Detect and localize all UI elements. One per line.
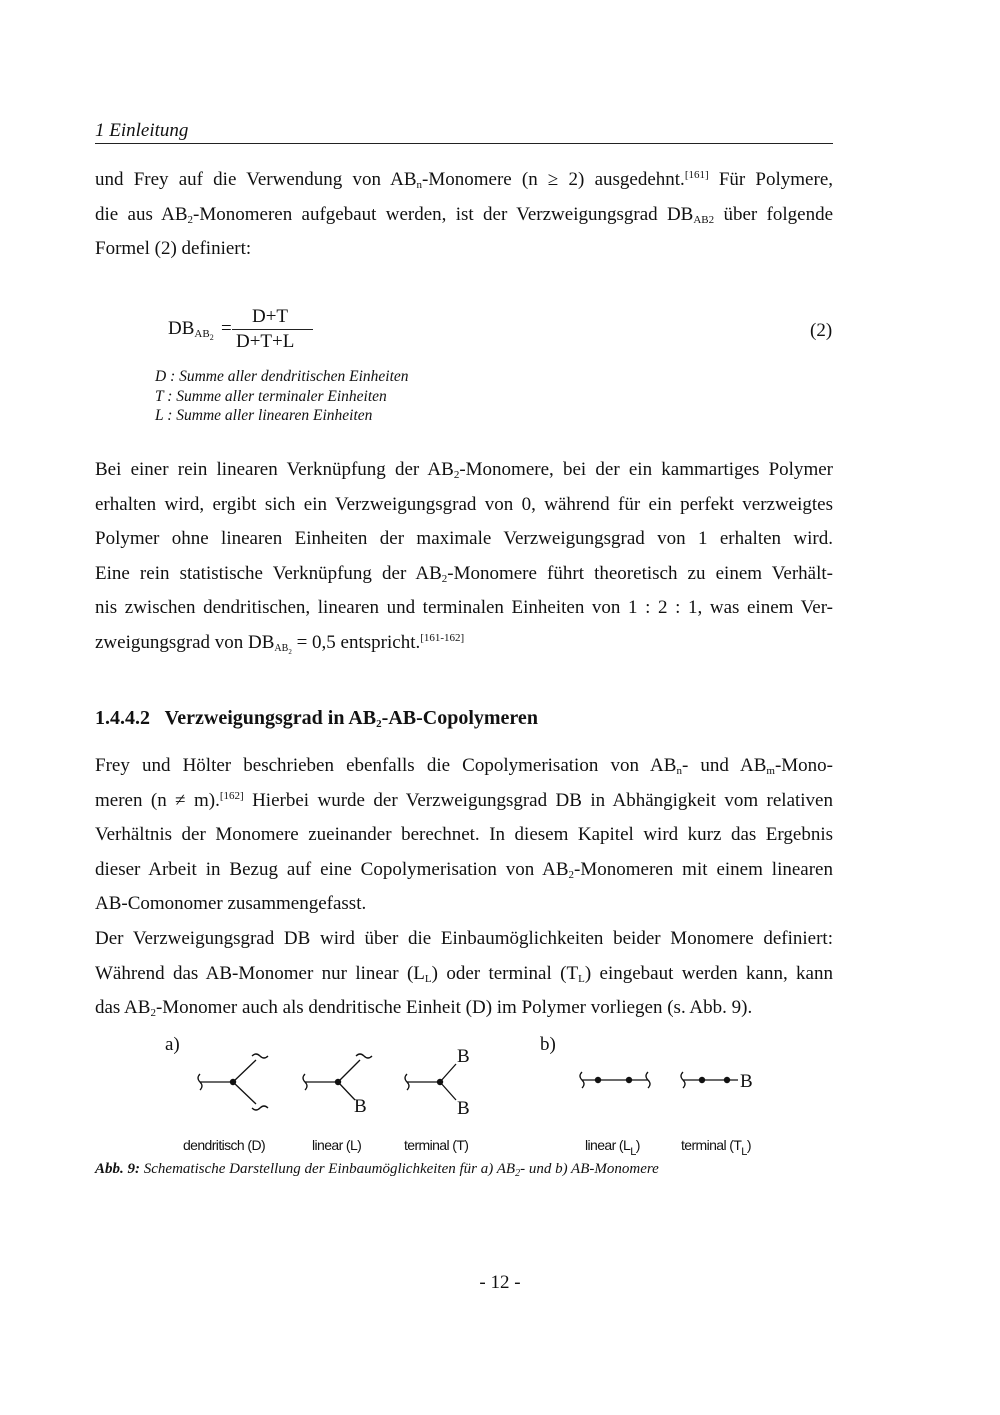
atom-label-b: B — [457, 1046, 470, 1067]
node-dot — [626, 1077, 632, 1083]
definitions-list — [155, 367, 409, 426]
node-dot — [724, 1077, 730, 1083]
definition-item: T : Summe aller terminaler Einheiten — [155, 387, 387, 405]
node-dot — [437, 1079, 443, 1085]
definition-item: D : Summe aller dendritischen Einheiten — [155, 368, 409, 385]
paragraph-intro — [95, 163, 833, 267]
node-dot — [699, 1077, 705, 1083]
label-terminal-l: terminal $(T_L)$ — [681, 1137, 751, 1158]
formula-denominator: D+T+L — [236, 331, 295, 352]
text-line: die aus $AB_2$-Monomeren aufgebaut werden, ist der Verzweigungsgrad $DB_{AB2}$ über folgende — [95, 203, 834, 226]
label-dendritic: dendritisch (D) — [183, 1137, 266, 1153]
fraction-bar — [232, 329, 313, 330]
text-line: meren (n ≠ m).[162] Hierbei wurde der Verzweigungsgrad DB in Abhängigkeit vom relativen — [95, 789, 833, 811]
paragraph-copolymer — [95, 749, 833, 922]
linear-unit-diagram — [303, 1054, 372, 1100]
terminal-unit-diagram — [405, 1064, 456, 1100]
ab-linear-unit-diagram — [580, 1072, 650, 1088]
atom-label-b: B — [457, 1098, 470, 1119]
text-line: zweigungsgrad von $DB_{AB_2} = 0,5$ entspricht.[161-162] — [95, 631, 465, 656]
equation-number: (2) — [810, 320, 833, 341]
text-line: und Frey auf die Verwendung von $AB_n$-Monomere (n ≥ 2) ausgedehnt.[161] Für Polymere, — [95, 169, 833, 191]
figure-incorporation-schematic — [0, 1030, 1000, 1160]
formula-lhs: $DB_{AB_2}$ — [168, 318, 214, 342]
text-line: erhalten wird, ergibt sich ein Verzweigungsgrad von 0, während für ein perfekt verzweigtes — [95, 493, 833, 515]
panel-label-a: a) — [165, 1034, 180, 1055]
node-dot — [335, 1079, 341, 1085]
definition-item: L : Summe aller linearen Einheiten — [155, 407, 373, 424]
node-dot — [595, 1077, 601, 1083]
node-dot — [230, 1079, 236, 1085]
text-line: Formel (2) definiert: — [95, 238, 252, 260]
formula-numerator: D+T — [252, 306, 289, 327]
text-line: dieser Arbeit in Bezug auf eine Copolymerisation von $AB_2$-Monomeren mit einem linearen — [95, 858, 833, 881]
figure-caption: Abb. 9: Schematische Darstellung der Einbaumöglichkeiten für a) $AB_2-$ und b) AB-Monomere — [95, 1161, 659, 1179]
header-title: 1 Einleitung — [95, 120, 189, 141]
atom-label-b: B — [740, 1071, 753, 1092]
text-line: AB-Comonomer zusammengefasst. — [95, 893, 367, 915]
text-line: Frey und Hölter beschrieben ebenfalls die Copolymerisation von $AB_n-$ und $AB_m-Mono-$ — [95, 755, 833, 777]
page-number: - 12 - — [479, 1272, 521, 1293]
paragraph-definition — [95, 922, 833, 1026]
text-line: Der Verzweigungsgrad DB wird über die Einbaumöglichkeiten beider Monomere definiert: — [95, 928, 833, 949]
text-line: Polymer ohne linearen Einheiten der maximale Verzweigungsgrad von 1 erhalten wird. — [95, 528, 833, 550]
text-line: nis zwischen dendritischen, linearen und terminalen Einheiten von 1 : 2 : 1, was einem Ver- — [95, 597, 833, 619]
text-line: Eine rein statistische Verknüpfung der $AB_2$-Monomere führt theoretisch zu einem Verhält- — [95, 562, 833, 585]
text-line: Während das AB-Monomer nur linear $(L_L)$ oder terminal $(T_L)$ eingebaut werden kann, kann — [95, 962, 833, 985]
label-terminal: terminal (T) — [404, 1137, 469, 1153]
text-line: das $AB_2$-Monomer auch als dendritische Einheit (D) im Polymer vorliegen (s. Abb. 9). — [95, 997, 753, 1020]
text-line: Bei einer rein linearen Verknüpfung der $AB_2$-Monomere, bei der ein kammartiges Polymer — [95, 459, 834, 481]
running-header — [95, 120, 833, 144]
section-heading: 1.4.4.2 Verzweigungsgrad in $AB_2-AB$-Copolymeren — [95, 707, 538, 730]
panel-label-b: b) — [540, 1034, 556, 1055]
paragraph-branching — [95, 453, 833, 661]
label-linear: linear (L) — [312, 1137, 362, 1153]
label-linear-l: linear $(L_L)$ — [585, 1137, 640, 1158]
atom-label-b: B — [354, 1096, 367, 1117]
text-line: Verhältnis der Monomere zueinander berechnet. In diesem Kapitel wird kurz das Ergebnis — [95, 824, 833, 846]
formula-equals: = — [221, 318, 232, 339]
